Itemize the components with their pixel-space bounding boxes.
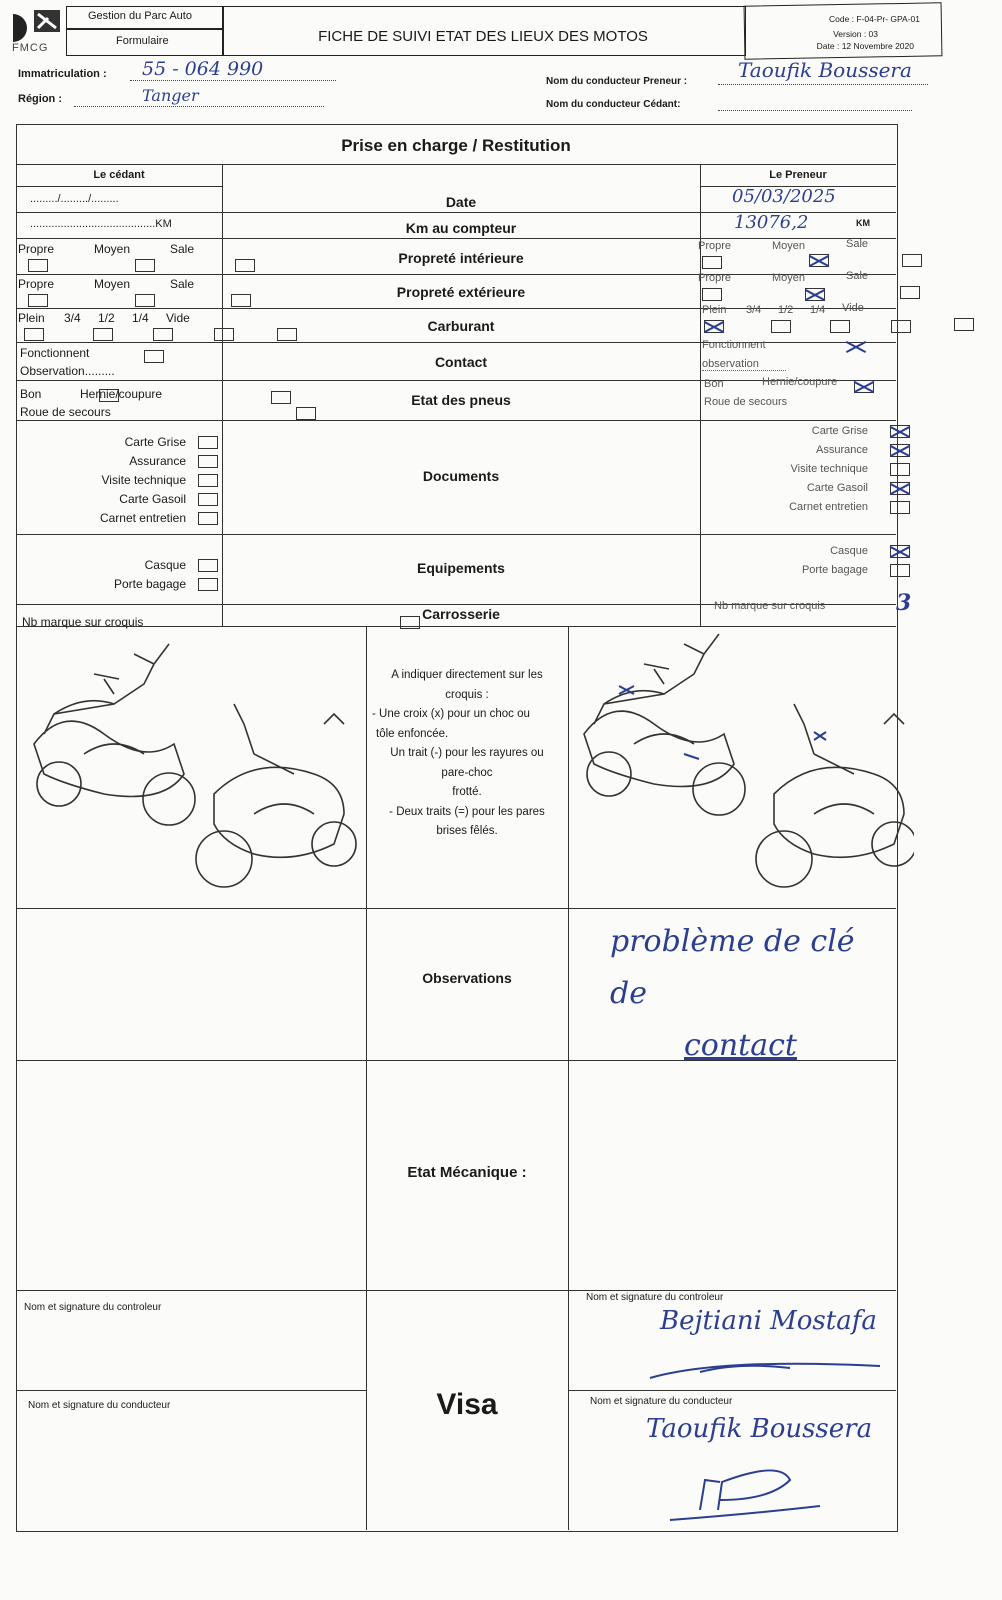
row-line	[16, 1290, 896, 1291]
checkbox-vide[interactable]	[954, 318, 974, 331]
document-item	[702, 479, 910, 498]
row-label-observations: Observations	[422, 970, 512, 986]
instruction-line: croquis :	[445, 688, 489, 701]
checkbox-carnet-entretien[interactable]	[198, 512, 218, 525]
checkbox-1-2[interactable]	[153, 328, 173, 341]
equipment-item	[24, 556, 218, 575]
observations-preneur-value[interactable]	[580, 916, 890, 1072]
document-item	[702, 498, 910, 517]
row-label-documents: Documents	[422, 468, 500, 484]
tires-cedant-bon: Bon	[20, 387, 42, 401]
option-label: Sale	[846, 270, 869, 282]
body-preneur-nb-label: Nb marque sur croquis	[714, 600, 826, 612]
instruction-line: - Une croix (x) pour un choc ou	[372, 708, 530, 720]
checkbox-porte-bagage[interactable]	[198, 578, 218, 591]
checkbox-carte-grise[interactable]	[198, 436, 218, 449]
km-preneur-value[interactable]: 13076,2	[734, 212, 809, 233]
equipment-label: Porte bagage	[801, 564, 868, 576]
dept-label: Gestion du Parc Auto	[88, 10, 192, 22]
section-title: Prise en charge / Restitution	[341, 136, 571, 155]
document-label: Carte Grise	[811, 425, 868, 437]
contact-cedant-observation[interactable]: Observation.........	[20, 364, 115, 378]
immatriculation-value: 55 - 064 990	[142, 58, 264, 80]
checkbox-fonctionnent[interactable]	[144, 350, 164, 363]
checkbox-sale[interactable]	[235, 259, 255, 272]
checkbox-plein[interactable]	[24, 328, 44, 341]
checkbox-moyen[interactable]	[135, 294, 155, 307]
scooter-rear-sketch	[756, 704, 914, 887]
meta-date: Date : 12 Novembre 2020	[816, 41, 914, 51]
checkbox-propre[interactable]	[28, 259, 48, 272]
instruction-line: tôle enfoncée.	[376, 727, 449, 740]
cedant-field[interactable]	[718, 96, 912, 111]
document-label: Carnet entretien	[789, 501, 868, 513]
documents-cedant-list	[24, 433, 218, 528]
preneur-label: Nom du conducteur Preneur :	[546, 76, 688, 87]
row-line	[16, 534, 896, 535]
checkbox-3-4[interactable]	[771, 320, 791, 333]
checkbox-carte-gasoil-checked[interactable]	[890, 482, 910, 495]
region-label: Région :	[18, 93, 62, 105]
visa-preneur-conducteur-name[interactable]: Taoufik Boussera	[646, 1414, 873, 1444]
tires-preneur-secours: Roue de secours	[704, 396, 788, 408]
document-item	[24, 509, 218, 528]
tires-preneur-bon: Bon	[704, 378, 724, 390]
visa-preneur-controleur-label: Nom et signature du controleur	[586, 1292, 724, 1303]
row-label-equipment: Equipements	[417, 560, 505, 576]
equipment-item	[24, 575, 218, 594]
instruction-line: pare-choc	[441, 766, 493, 779]
option-label: Propre	[18, 242, 55, 256]
scooter-sketch-preneur[interactable]	[574, 624, 914, 904]
exterior-preneur-options	[698, 272, 898, 302]
row-label-km: Km au compteur	[405, 220, 517, 236]
mecanique-cedant-field[interactable]	[18, 1062, 364, 1288]
date-cedant-field[interactable]: ........./........./.........	[30, 193, 119, 205]
option-label: 3/4	[64, 311, 81, 325]
visa-preneur-conducteur-label: Nom et signature du conducteur	[590, 1396, 733, 1407]
checkbox-hernie[interactable]	[271, 391, 291, 404]
preneur-field[interactable]	[718, 58, 928, 85]
document-label: Carte Grise	[124, 435, 186, 449]
checkbox-propre[interactable]	[28, 294, 48, 307]
document-label: Carte Gasoil	[806, 482, 868, 494]
checkbox-carte-grise-checked[interactable]	[890, 425, 910, 438]
checkbox-porte-bagage[interactable]	[890, 564, 910, 577]
contact-preneur-fonction: Fonctionnent	[702, 339, 766, 351]
checkbox-3-4[interactable]	[93, 328, 113, 341]
equipment-label: Casque	[144, 558, 186, 572]
visa-cedant-controleur-label: Nom et signature du controleur	[24, 1302, 162, 1313]
checkbox-propre[interactable]	[702, 288, 722, 301]
checkbox-moyen-checked[interactable]	[805, 288, 825, 301]
body-cedant-nb-label: Nb marque sur croquis	[22, 615, 144, 629]
row-label-mecanique: Etat Mécanique :	[407, 1164, 527, 1181]
option-label: 1/2	[98, 311, 115, 325]
tires-cedant-secours: Roue de secours	[20, 405, 111, 419]
equipment-item	[702, 542, 910, 561]
checkbox-casque[interactable]	[198, 559, 218, 572]
row-line	[16, 238, 896, 239]
meta-version: Version : 03	[833, 29, 878, 39]
conducteur-signature	[660, 1460, 860, 1530]
option-label: Sale	[170, 277, 195, 291]
checkbox-bon-checked[interactable]	[854, 380, 874, 393]
option-label: 1/4	[810, 304, 826, 316]
document-item	[24, 471, 218, 490]
checkbox-moyen[interactable]	[135, 259, 155, 272]
logo-box	[10, 6, 66, 52]
observation-line: problème de clé de	[610, 924, 855, 1011]
row-label-tires: Etat des pneus	[411, 392, 511, 408]
document-item	[702, 441, 910, 460]
option-label: Moyen	[94, 277, 131, 291]
documents-preneur-list	[702, 422, 910, 517]
option-label: 1/4	[132, 311, 149, 325]
row-label-contact: Contact	[434, 354, 488, 370]
col-header-cedant: Le cédant	[93, 169, 145, 181]
row-label-visa: Visa	[436, 1388, 498, 1421]
km-cedant-field[interactable]: .........................................KM	[30, 218, 172, 230]
option-label: Moyen	[772, 240, 806, 252]
col-sep-right	[700, 164, 701, 626]
document-label: Visite technique	[790, 463, 868, 475]
cedant-label: Nom du conducteur Cédant:	[546, 99, 681, 110]
option-label: Plein	[702, 304, 727, 316]
checkbox-visite-technique[interactable]	[890, 463, 910, 476]
checkbox-1-2[interactable]	[830, 320, 850, 333]
scooter-sketch-cedant[interactable]	[24, 634, 364, 904]
body-preneur-nb-value[interactable]: 3	[896, 590, 912, 616]
option-label: Moyen	[772, 272, 806, 284]
interior-preneur-options	[698, 240, 898, 270]
checkbox-1-4[interactable]	[214, 328, 234, 341]
instruction-line: A indiquer directement sur les	[391, 669, 543, 681]
checkbox-assurance-checked[interactable]	[890, 444, 910, 457]
option-label: Propre	[698, 240, 732, 252]
option-label: 1/2	[778, 304, 794, 316]
scooter-front-sketch	[34, 644, 195, 825]
document-item	[24, 433, 218, 452]
option-label: Plein	[18, 311, 45, 325]
document-label: Assurance	[816, 444, 868, 456]
document-item	[24, 490, 218, 509]
option-label: Propre	[18, 277, 55, 291]
exterior-cedant-options	[18, 277, 218, 307]
option-label: Sale	[170, 242, 195, 256]
equipment-cedant-list	[24, 556, 218, 594]
observations-cedant-field[interactable]	[18, 910, 364, 1058]
checkbox-fonctionnent-checked[interactable]	[846, 340, 866, 353]
document-item	[702, 422, 910, 441]
row-line	[16, 420, 896, 421]
equipment-label: Porte bagage	[113, 577, 186, 591]
checkbox-nb-marques[interactable]	[400, 616, 420, 629]
col-header-preneur: Le Preneur	[769, 169, 827, 181]
preneur-value: Taoufik Boussera	[738, 58, 912, 82]
checkbox-sale[interactable]	[900, 286, 920, 299]
meta-code: Code : F-04-Pr- GPA-01	[828, 14, 920, 24]
row-line	[16, 164, 896, 165]
checkbox-assurance[interactable]	[198, 455, 218, 468]
col-sep-lower-right	[568, 626, 569, 1530]
checkbox-casque-checked[interactable]	[890, 545, 910, 558]
checkbox-sale[interactable]	[231, 294, 251, 307]
date-preneur-value[interactable]: 05/03/2025	[732, 186, 836, 207]
option-label: Sale	[846, 238, 869, 250]
row-line	[16, 908, 896, 909]
row-label-exterior: Propreté extérieure	[396, 284, 526, 300]
immatriculation-label: Immatriculation :	[18, 68, 107, 80]
fuel-preneur-options	[702, 304, 896, 334]
fuel-cedant-options	[18, 311, 218, 341]
km-preneur-unit: KM	[856, 218, 870, 228]
option-label: Propre	[698, 272, 732, 284]
document-label: Visite technique	[101, 473, 186, 487]
controleur-signature	[640, 1348, 900, 1388]
row-label-date: Date	[445, 194, 477, 210]
document-label: Carnet entretien	[99, 511, 186, 525]
option-label: 3/4	[746, 304, 762, 316]
tires-preneur-hernie: Hernie/coupure	[762, 376, 838, 388]
checkbox-vide[interactable]	[277, 328, 297, 341]
checkbox-moyen-checked[interactable]	[809, 254, 829, 267]
row-line	[16, 186, 222, 187]
visa-preneur-controleur-name[interactable]: Bejtiani Mostafa	[660, 1306, 877, 1336]
document-label: Carte Gasoil	[119, 492, 186, 506]
equipment-item	[702, 561, 910, 580]
document-item	[24, 452, 218, 471]
interior-cedant-options	[18, 242, 218, 272]
visa-cedant-conducteur-label: Nom et signature du conducteur	[28, 1400, 171, 1411]
option-label: Vide	[166, 311, 190, 325]
scooter-front-sketch	[584, 634, 745, 815]
document-label: Assurance	[129, 454, 186, 468]
immatriculation-field[interactable]	[130, 58, 336, 81]
equipment-preneur-list	[702, 542, 910, 580]
checkbox-plein-checked[interactable]	[704, 320, 724, 333]
mecanique-preneur-field[interactable]	[570, 1062, 894, 1288]
contact-cedant-fonction: Fonctionnent	[20, 346, 90, 360]
checkbox-carte-gasoil[interactable]	[198, 493, 218, 506]
row-label-fuel: Carburant	[427, 318, 495, 334]
instruction-line: Un trait (-) pour les rayures ou	[390, 747, 544, 759]
logo-text: FMCG	[12, 42, 49, 54]
region-field[interactable]	[74, 86, 324, 107]
observation-line: contact	[684, 1028, 797, 1063]
form-title: FICHE DE SUIVI ETAT DES LIEUX DES MOTOS	[318, 28, 648, 45]
contact-preneur-observation[interactable]: observation	[702, 358, 786, 371]
row-label-interior: Propreté intérieure	[398, 250, 524, 266]
row-line	[16, 1390, 366, 1391]
tires-cedant-hernie: Hernie/coupure	[80, 387, 163, 401]
checkbox-1-4[interactable]	[891, 320, 911, 333]
instruction-line: brises fêlés.	[436, 825, 498, 837]
checkbox-propre[interactable]	[702, 256, 722, 269]
instruction-line: - Deux traits (=) pour les pares	[389, 805, 545, 818]
sketch-instructions	[368, 666, 566, 842]
option-label: Vide	[842, 302, 864, 314]
checkbox-sale[interactable]	[902, 254, 922, 267]
checkbox-carnet-entretien[interactable]	[890, 501, 910, 514]
instruction-line: frotté.	[452, 786, 482, 798]
row-line	[568, 1390, 896, 1391]
document-item	[702, 460, 910, 479]
checkbox-secours[interactable]	[296, 407, 316, 420]
region-value: Tanger	[142, 86, 199, 105]
row-label-body: Carrosserie	[422, 606, 500, 622]
option-label: Moyen	[94, 242, 131, 256]
checkbox-visite-technique[interactable]	[198, 474, 218, 487]
damage-marks	[619, 686, 699, 759]
scooter-rear-sketch	[196, 704, 356, 887]
doctype-label: Formulaire	[116, 35, 169, 47]
equipment-label: Casque	[830, 545, 868, 557]
